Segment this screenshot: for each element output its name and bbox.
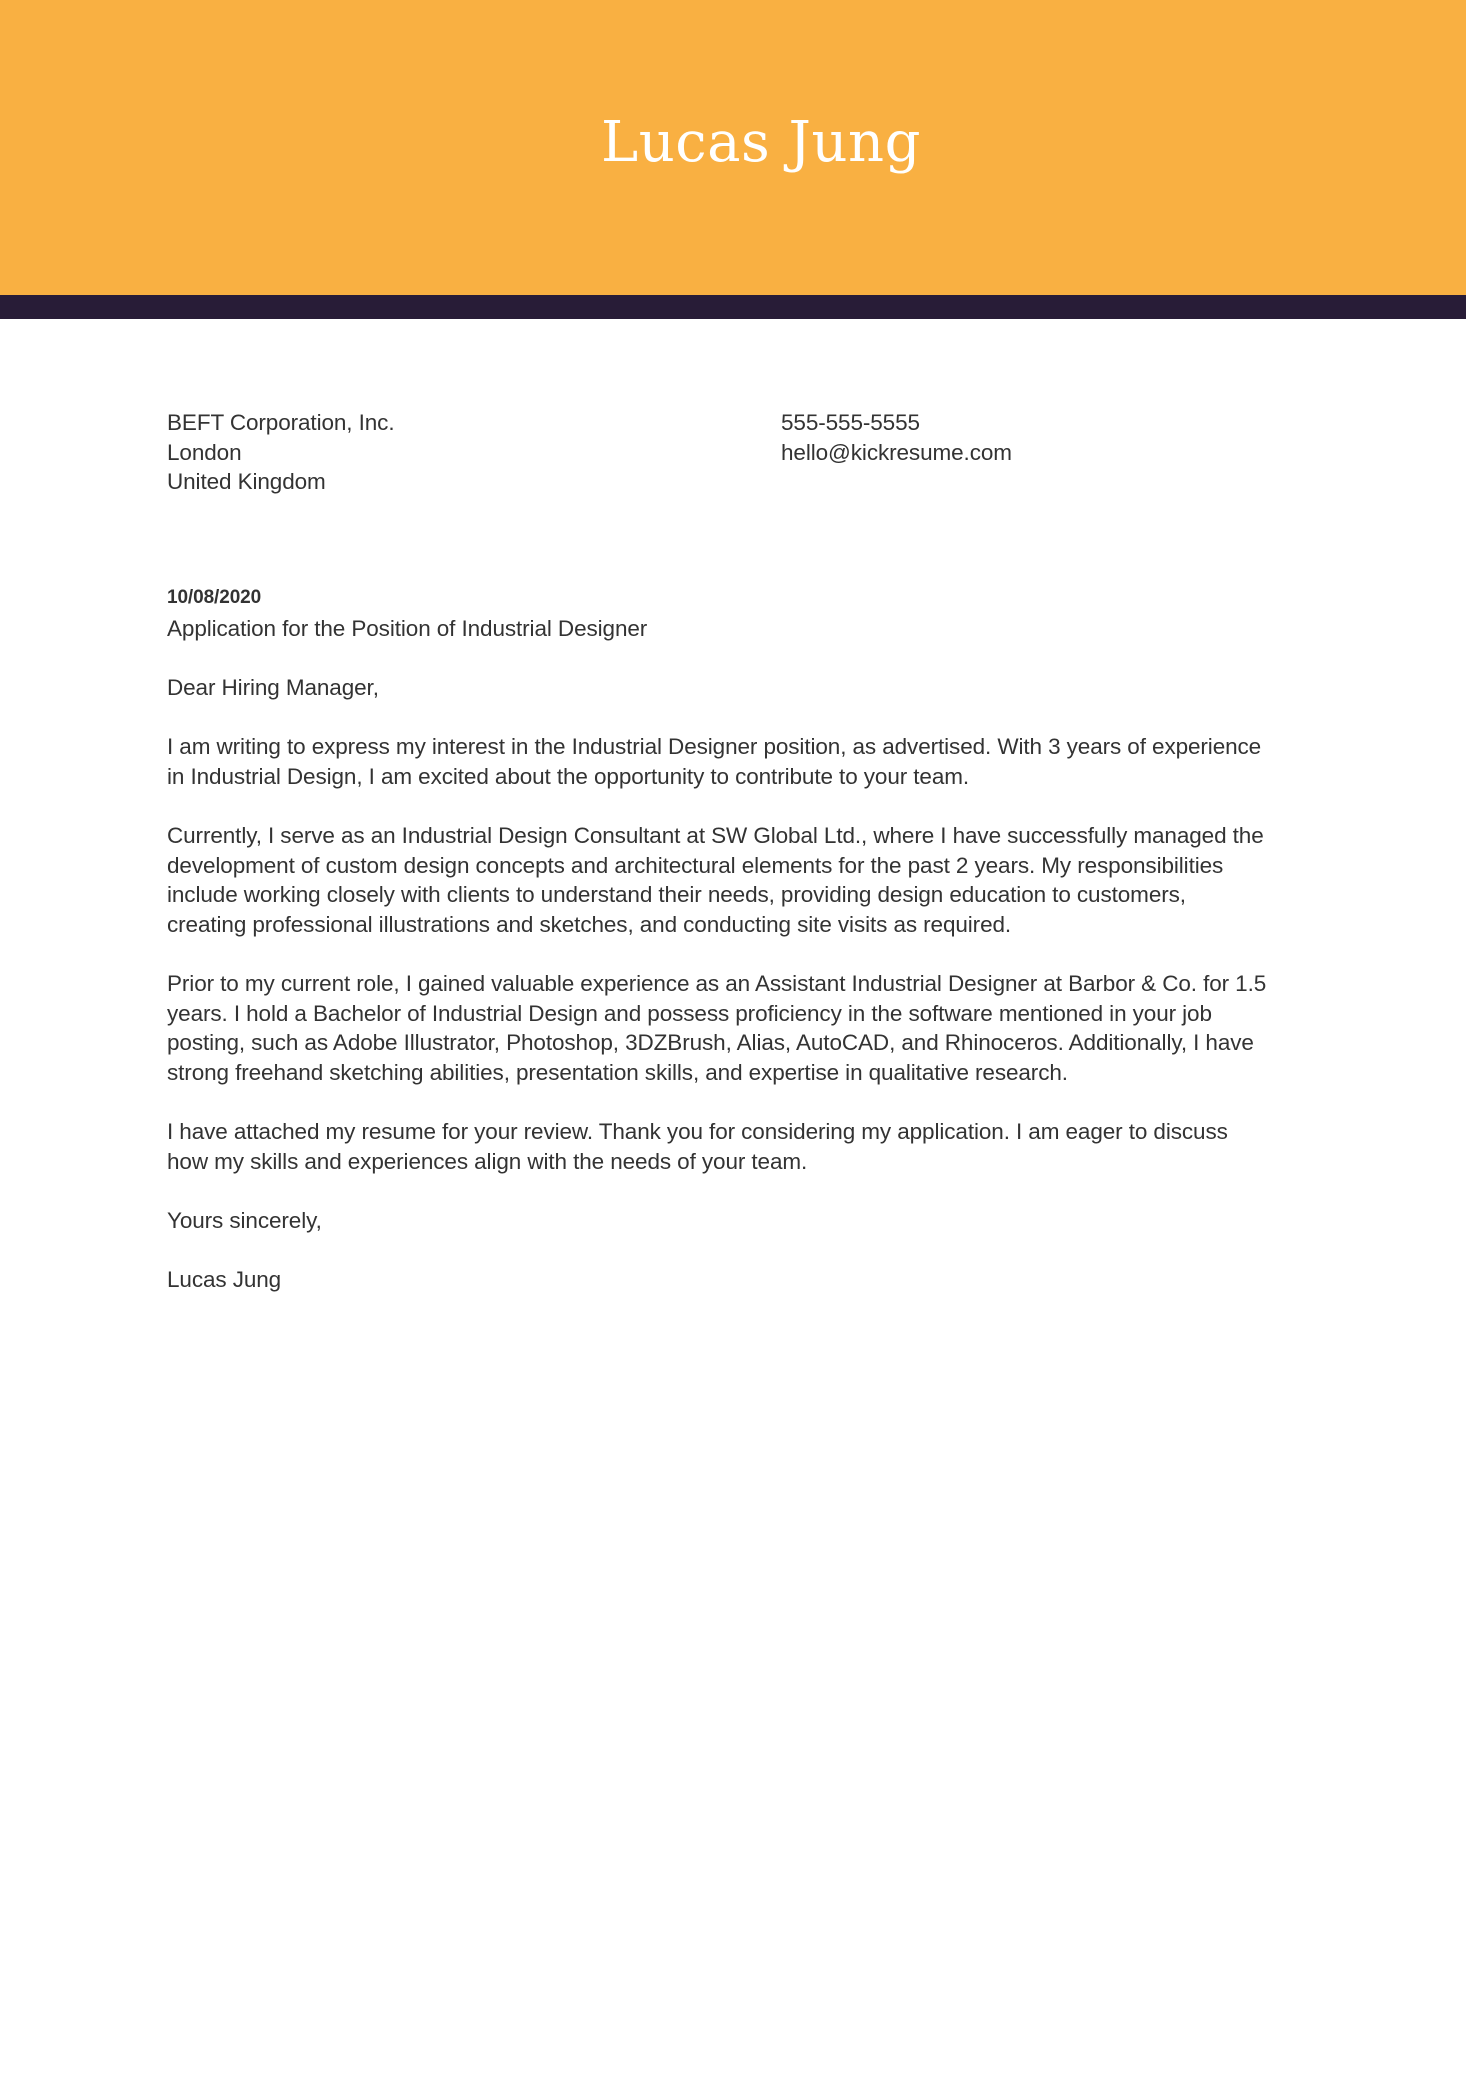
recipient-country: United Kingdom	[167, 469, 326, 495]
paragraph-line: include working closely with clients to understand their needs, providing design education to customers,	[167, 882, 1186, 908]
letter-body	[167, 583, 1357, 1295]
paragraph-line: I have attached my resume for your review. Thank you for considering my application. I am eager to discuss	[167, 1119, 1228, 1145]
paragraph-line: Currently, I serve as an Industrial Design Consultant at SW Global Ltd., where I have successfully managed the	[167, 823, 1264, 849]
paragraph-line: how my skills and experiences align with the needs of your team.	[167, 1148, 808, 1174]
header-divider-band	[0, 295, 1466, 319]
paragraph-line: creating professional illustrations and sketches, and conducting site visits as required.	[167, 911, 1012, 937]
recipient-address	[167, 408, 394, 497]
signature-name: Lucas Jung	[167, 1267, 282, 1293]
letter-subject: Application for the Position of Industrial Designer	[167, 616, 648, 641]
paragraph	[167, 1117, 1357, 1176]
contact-phone: 555-555-5555	[781, 410, 920, 435]
paragraph-line: strong freehand sketching abilities, presentation skills, and expertise in qualitative research.	[167, 1059, 1068, 1085]
paragraph-line: in Industrial Design, I am excited about the opportunity to contribute to your team.	[167, 763, 970, 789]
paragraph-line: years. I hold a Bachelor of Industrial Design and possess proficiency in the software mentioned in your job	[167, 1000, 1212, 1026]
recipient-company: BEFT Corporation, Inc.	[167, 410, 395, 435]
closing	[167, 1206, 1357, 1236]
salutation-text: Dear Hiring Manager,	[167, 675, 379, 701]
signature	[167, 1265, 1357, 1295]
paragraph	[167, 969, 1357, 1087]
closing-text: Yours sincerely,	[167, 1207, 322, 1233]
header-banner	[0, 0, 1466, 295]
paragraph	[167, 821, 1357, 939]
letter-date: 10/08/2020	[167, 587, 262, 608]
contact-info	[781, 408, 1012, 467]
paragraph-line: Prior to my current role, I gained valuable experience as an Assistant Industrial Designer at Barbor & Co. for 1.5	[167, 971, 1267, 997]
paragraph	[167, 732, 1357, 791]
paragraph-line: I am writing to express my interest in the Industrial Designer position, as advertised. With 3 years of experience	[167, 734, 1262, 760]
applicant-name: Lucas Jung	[601, 110, 921, 175]
contact-email: hello@kickresume.com	[781, 439, 1012, 465]
paragraph-line: development of custom design concepts and architectural elements for the past 2 years. My responsibilities	[167, 852, 1224, 878]
paragraph-line: posting, such as Adobe Illustrator, Photoshop, 3DZBrush, Alias, AutoCAD, and Rhinoceros. Additionally, I have	[167, 1030, 1254, 1056]
recipient-city: London	[167, 439, 242, 465]
salutation	[167, 673, 1357, 703]
